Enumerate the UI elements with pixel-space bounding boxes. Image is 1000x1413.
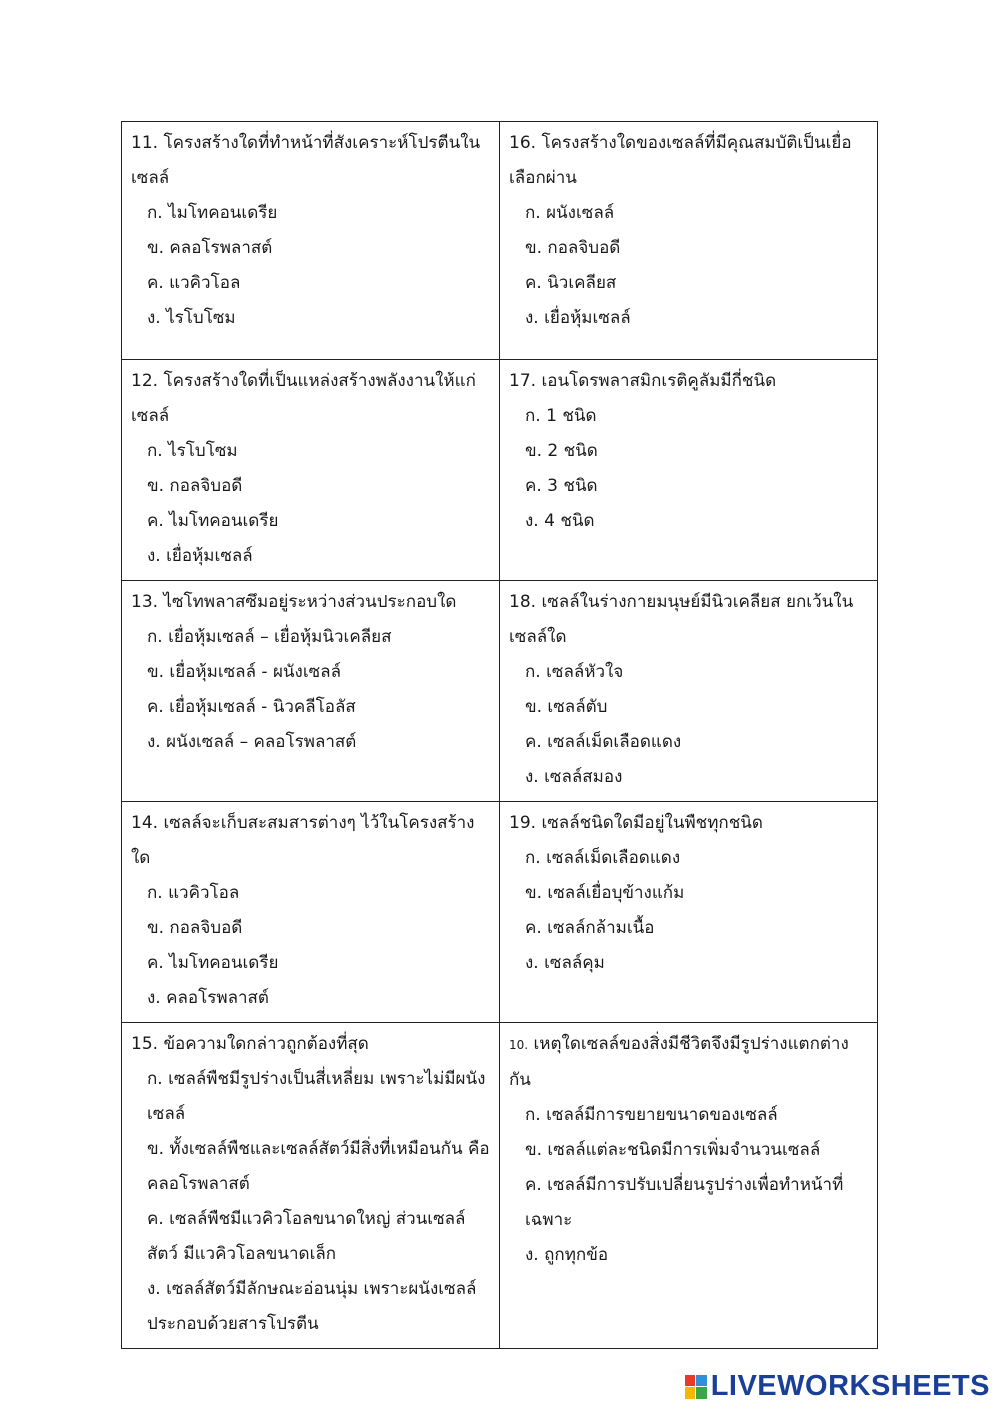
liveworksheets-brand[interactable] [685,1370,990,1403]
option[interactable]: ข. กอลจิบอดี [525,238,621,258]
question-19-cell [500,802,878,1023]
option[interactable]: ค. แวคิวโอล [147,273,241,293]
option[interactable]: ข. กอลจิบอดี [147,476,243,496]
option[interactable]: ข. เซลล์แต่ละชนิดมีการเพิ่มจำนวนเซลล์ [525,1140,821,1160]
option[interactable]: ค. นิวเคลียส [525,273,617,293]
option[interactable]: ข. กอลจิบอดี [147,918,243,938]
question-13-text: 13. ไซโทพลาสซึมอยู่ระหว่างส่วนประกอบใด [131,592,457,612]
question-13-cell [122,581,500,802]
option[interactable]: ก. 1 ชนิด [525,406,597,426]
option[interactable]: ก. แวคิวโอล [147,883,240,903]
question-10-cell [500,1023,878,1349]
option[interactable]: ข. เซลล์เยื่อบุข้างแก้ม [525,883,685,903]
option[interactable]: ง. ผนังเซลล์ – คลอโรพลาสต์ [147,732,357,752]
option[interactable]: ง. เซลล์คุม [525,953,605,973]
question-16-cell [500,122,878,360]
option[interactable]: ค. เซลล์พืชมีแวคิวโอลขนาดใหญ่ ส่วนเซลล์สัตว์ มีแวคิวโอลขนาดเล็ก [147,1209,466,1264]
option[interactable]: ง. ถูกทุกข้อ [525,1245,609,1265]
option[interactable]: ค. 3 ชนิด [525,476,598,496]
option[interactable]: ก. เซลล์พืชมีรูปร่างเป็นสี่เหลี่ยม เพราะไม่มีผนัง เซลล์ [147,1069,486,1124]
option[interactable]: ก. เซลล์หัวใจ [525,662,624,682]
option[interactable]: ค. ไมโทคอนเดรีย [147,953,279,973]
question-17-cell [500,360,878,581]
option[interactable]: ค. เยื่อหุ้มเซลล์ - นิวคลีโอลัส [147,697,356,717]
question-15-text: 15. ข้อความใดกล่าวถูกต้องที่สุด [131,1034,369,1054]
question-15-cell [122,1023,500,1349]
option[interactable]: ง. เยื่อหุ้มเซลล์ [147,546,253,566]
option[interactable]: ข. ทั้งเซลล์พืชและเซลล์สัตว์มีสิ่งที่เหมือนกัน คือ คลอโรพลาสต์ [147,1139,490,1194]
question-18-text: 18. เซลล์ในร่างกายมนุษย์มีนิวเคลียส ยกเว้นใน เซลล์ใด [509,592,854,647]
question-11-cell [122,122,500,360]
question-10-text [509,1027,869,1098]
option[interactable]: ก. เยื่อหุ้มเซลล์ – เยื่อหุ้มนิวเคลียส [147,627,392,647]
option[interactable]: ก. เซลล์เม็ดเลือดแดง [525,848,681,868]
option[interactable]: ก. ไมโทคอนเดรีย [147,203,278,223]
question-11-text: 11. โครงสร้างใดที่ทำหน้าที่สังเคราะห์โปรตีนใน เซลล์ [131,133,481,188]
option[interactable]: ง. คลอโรพลาสต์ [147,988,269,1008]
option[interactable]: ค. ไมโทคอนเดรีย [147,511,279,531]
question-12-cell [122,360,500,581]
option[interactable]: ข. คลอโรพลาสต์ [147,238,273,258]
option[interactable]: ค. เซลล์เม็ดเลือดแดง [525,732,682,752]
liveworksheets-logo-icon [685,1375,707,1399]
question-14-text: 14. เซลล์จะเก็บสะสมสารต่างๆ ไว้ในโครงสร้างใด [131,813,475,868]
option[interactable]: ค. เซลล์กล้ามเนื้อ [525,918,655,938]
option[interactable]: ข. เซลล์ตับ [525,697,608,717]
option[interactable]: ก. ผนังเซลล์ [525,203,615,223]
question-18-cell [500,581,878,802]
option[interactable]: ค. เซลล์มีการปรับเปลี่ยนรูปร่างเพื่อทำหน้าที่ เฉพาะ [525,1175,844,1230]
question-19-text: 19. เซลล์ชนิดใดมีอยู่ในพืชทุกชนิด [509,813,763,833]
option[interactable]: ง. ไรโบโซม [147,308,236,328]
option[interactable]: ข. 2 ชนิด [525,441,598,461]
option[interactable]: ง. เซลล์สมอง [525,767,623,787]
option[interactable]: ข. เยื่อหุ้มเซลล์ - ผนังเซลล์ [147,662,342,682]
question-14-cell [122,802,500,1023]
question-17-text: 17. เอนโดรพลาสมิกเรติคูลัมมีกี่ชนิด [509,371,777,391]
question-12-text: 12. โครงสร้างใดที่เป็นแหล่งสร้างพลังงานให้แก่ เซลล์ [131,371,476,426]
brand-name: LIVEWORKSHEETS [710,1370,990,1402]
question-10-body: เหตุใดเซลล์ของสิ่งมีชีวิตจึงมีรูปร่างแตกต่างกัน [509,1034,849,1090]
option[interactable]: ง. เยื่อหุ้มเซลล์ [525,308,631,328]
worksheet-table [121,121,878,1349]
option[interactable]: ก. เซลล์มีการขยายขนาดของเซลล์ [525,1105,778,1125]
option[interactable]: ง. 4 ชนิด [525,511,595,531]
option[interactable]: ง. เซลล์สัตว์มีลักษณะอ่อนนุ่ม เพราะผนังเซลล์ ประกอบด้วยสารโปรตีน [147,1279,477,1334]
option[interactable]: ก. ไรโบโซม [147,441,238,461]
question-16-text: 16. โครงสร้างใดของเซลล์ที่มีคุณสมบัติเป็นเยื่อ เลือกผ่าน [509,133,852,188]
question-10-number: 10. [509,1038,529,1052]
